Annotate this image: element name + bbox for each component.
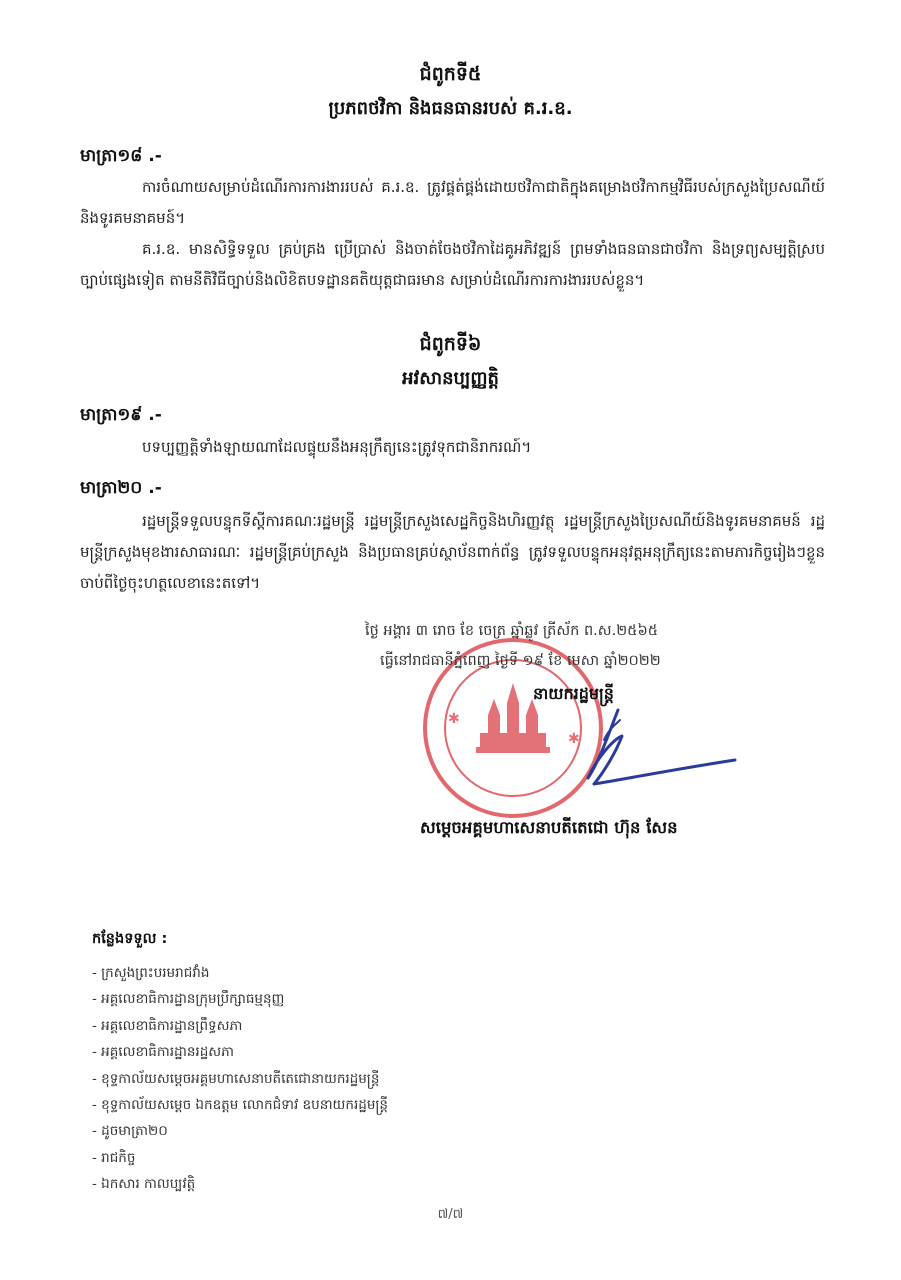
chapter-5-title: ប្រភពថវិកា និងធនធានរបស់ គ.រ.ឧ.: [328, 98, 573, 119]
handwritten-signature: [560, 700, 740, 800]
svg-text:✱: ✱: [448, 711, 460, 727]
chapter-5-number: ជំពូកទី៥: [419, 63, 482, 85]
article-20-heading: មាត្រា២០ .-: [80, 478, 162, 498]
recipient-item: - ក្រសួងព្រះបរមរាជវាំង: [92, 965, 210, 981]
article-19-paragraph-1: បទប្បញ្ញត្តិទាំងឡាយណាដែលផ្ទុយនឹងអនុក្រឹត្យនេះត្រូវទុកជានិរាករណ៍។: [142, 438, 532, 456]
recipient-item: - ខុទ្ទកាល័យសម្តេច ឯកឧត្តម លោកជំទាវ ឧបនាយករដ្ឋមន្ត្រី: [92, 1096, 388, 1113]
page-number: ៧/៧: [437, 1207, 464, 1222]
recipients-title: កន្លែងទទួល :: [92, 931, 168, 947]
recipient-item: - ដូចមាត្រា២០: [92, 1123, 168, 1140]
recipients-list: [92, 960, 388, 1198]
recipient-item: - អគ្គលេខាធិការដ្ឋានរដ្ឋសភា: [92, 1044, 234, 1061]
date-solar: ធ្វើនៅរាជធានីភ្នំពេញ ថ្ងៃទី ១៩ ខែ មេសា ឆ្នាំ២០២២: [380, 653, 661, 669]
article-18-heading: មាត្រា១៨ .-: [80, 146, 162, 166]
article-20-paragraph-1: រដ្ឋមន្ត្រីទទួលបន្ទុកទីស្តីការគណៈរដ្ឋមន្ត្រី រដ្ឋមន្ត្រីក្រសួងសេដ្ឋកិច្ចនិងហិរញ្ញវត្ថុ រដ្ឋមន្ត្រីក្រសួងប្រៃសណីយ៍និងទូរគមនាគមន៍ រដ្ឋមន្ត្រីក្រសួងមុខងារសាធារណៈ រដ្ឋមន្ត្រីគ្រប់ក្រសួង និងប្រធានគ្រប់ស្ថាប័នពាក់ព័ន្ធ ត្រូវទទួលបន្ទុកអនុវត្តអនុក្រឹត្យនេះតាមភារកិច្ចរៀងៗខ្លួន ចាប់ពីថ្ងៃចុះហត្ថលេខានេះតទៅ។: [80, 512, 825, 592]
recipient-item: - អគ្គលេខាធិការដ្ឋានព្រឹទ្ធសភា: [92, 1017, 243, 1034]
recipient-item: - ឯកសារ កាលប្បវត្តិ: [92, 1176, 196, 1193]
recipient-item: - រាជកិច្ច: [92, 1149, 136, 1166]
article-19-heading: មាត្រា១៩ .-: [80, 405, 162, 425]
article-18-paragraph-1: ការចំណាយសម្រាប់ដំណើរការការងាររបស់ គ.រ.ឧ. ត្រូវផ្គត់ផ្គង់ដោយថវិកាជាតិក្នុងគម្រោងថវិកាកម្មវិធីរបស់ក្រសួងប្រៃសណីយ៍និងទូរគមនាគមន៍។: [80, 178, 825, 227]
chapter-6-title: អវសានប្បញ្ញត្តិ: [402, 368, 499, 389]
svg-text:✱: ✱: [568, 731, 580, 747]
recipient-item: - អគ្គលេខាធិការដ្ឋានក្រុមប្រឹក្សាធម្មនុញ្ញ: [92, 991, 285, 1008]
signer-name: សម្តេចអគ្គមហាសេនាបតីតេជោ ហ៊ុន សែន: [420, 818, 678, 837]
date-lunar: ថ្ងៃ អង្គារ ៣ រោច ខែ ចេត្រ ឆ្នាំឆ្លូវ ត្រីស័ក ព.ស.២៥៦៥: [365, 623, 658, 639]
article-18-paragraph-2: គ.រ.ឧ. មានសិទ្ធិទទួល គ្រប់គ្រង ប្រើប្រាស់ និងចាត់ចែងថវិកាដៃគូអភិវឌ្ឍន៍ ព្រមទាំងធនធានជាថវិកា និងទ្រព្យសម្បត្តិស្របច្បាប់ផ្សេងទៀត តាមនីតិវិធីច្បាប់និងលិខិតបទដ្ឋានគតិយុត្តជាធរមាន សម្រាប់ដំណើរការការងាររបស់ខ្លួន។: [80, 240, 825, 289]
chapter-6-number: ជំពូកទី៦: [419, 333, 482, 355]
signatory-title: នាយករដ្ឋមន្ត្រី: [533, 684, 614, 703]
recipient-item: - ខុទ្ទកាល័យសម្តេចអគ្គមហាសេនាបតីតេជោនាយករដ្ឋមន្ត្រី: [92, 1070, 380, 1087]
